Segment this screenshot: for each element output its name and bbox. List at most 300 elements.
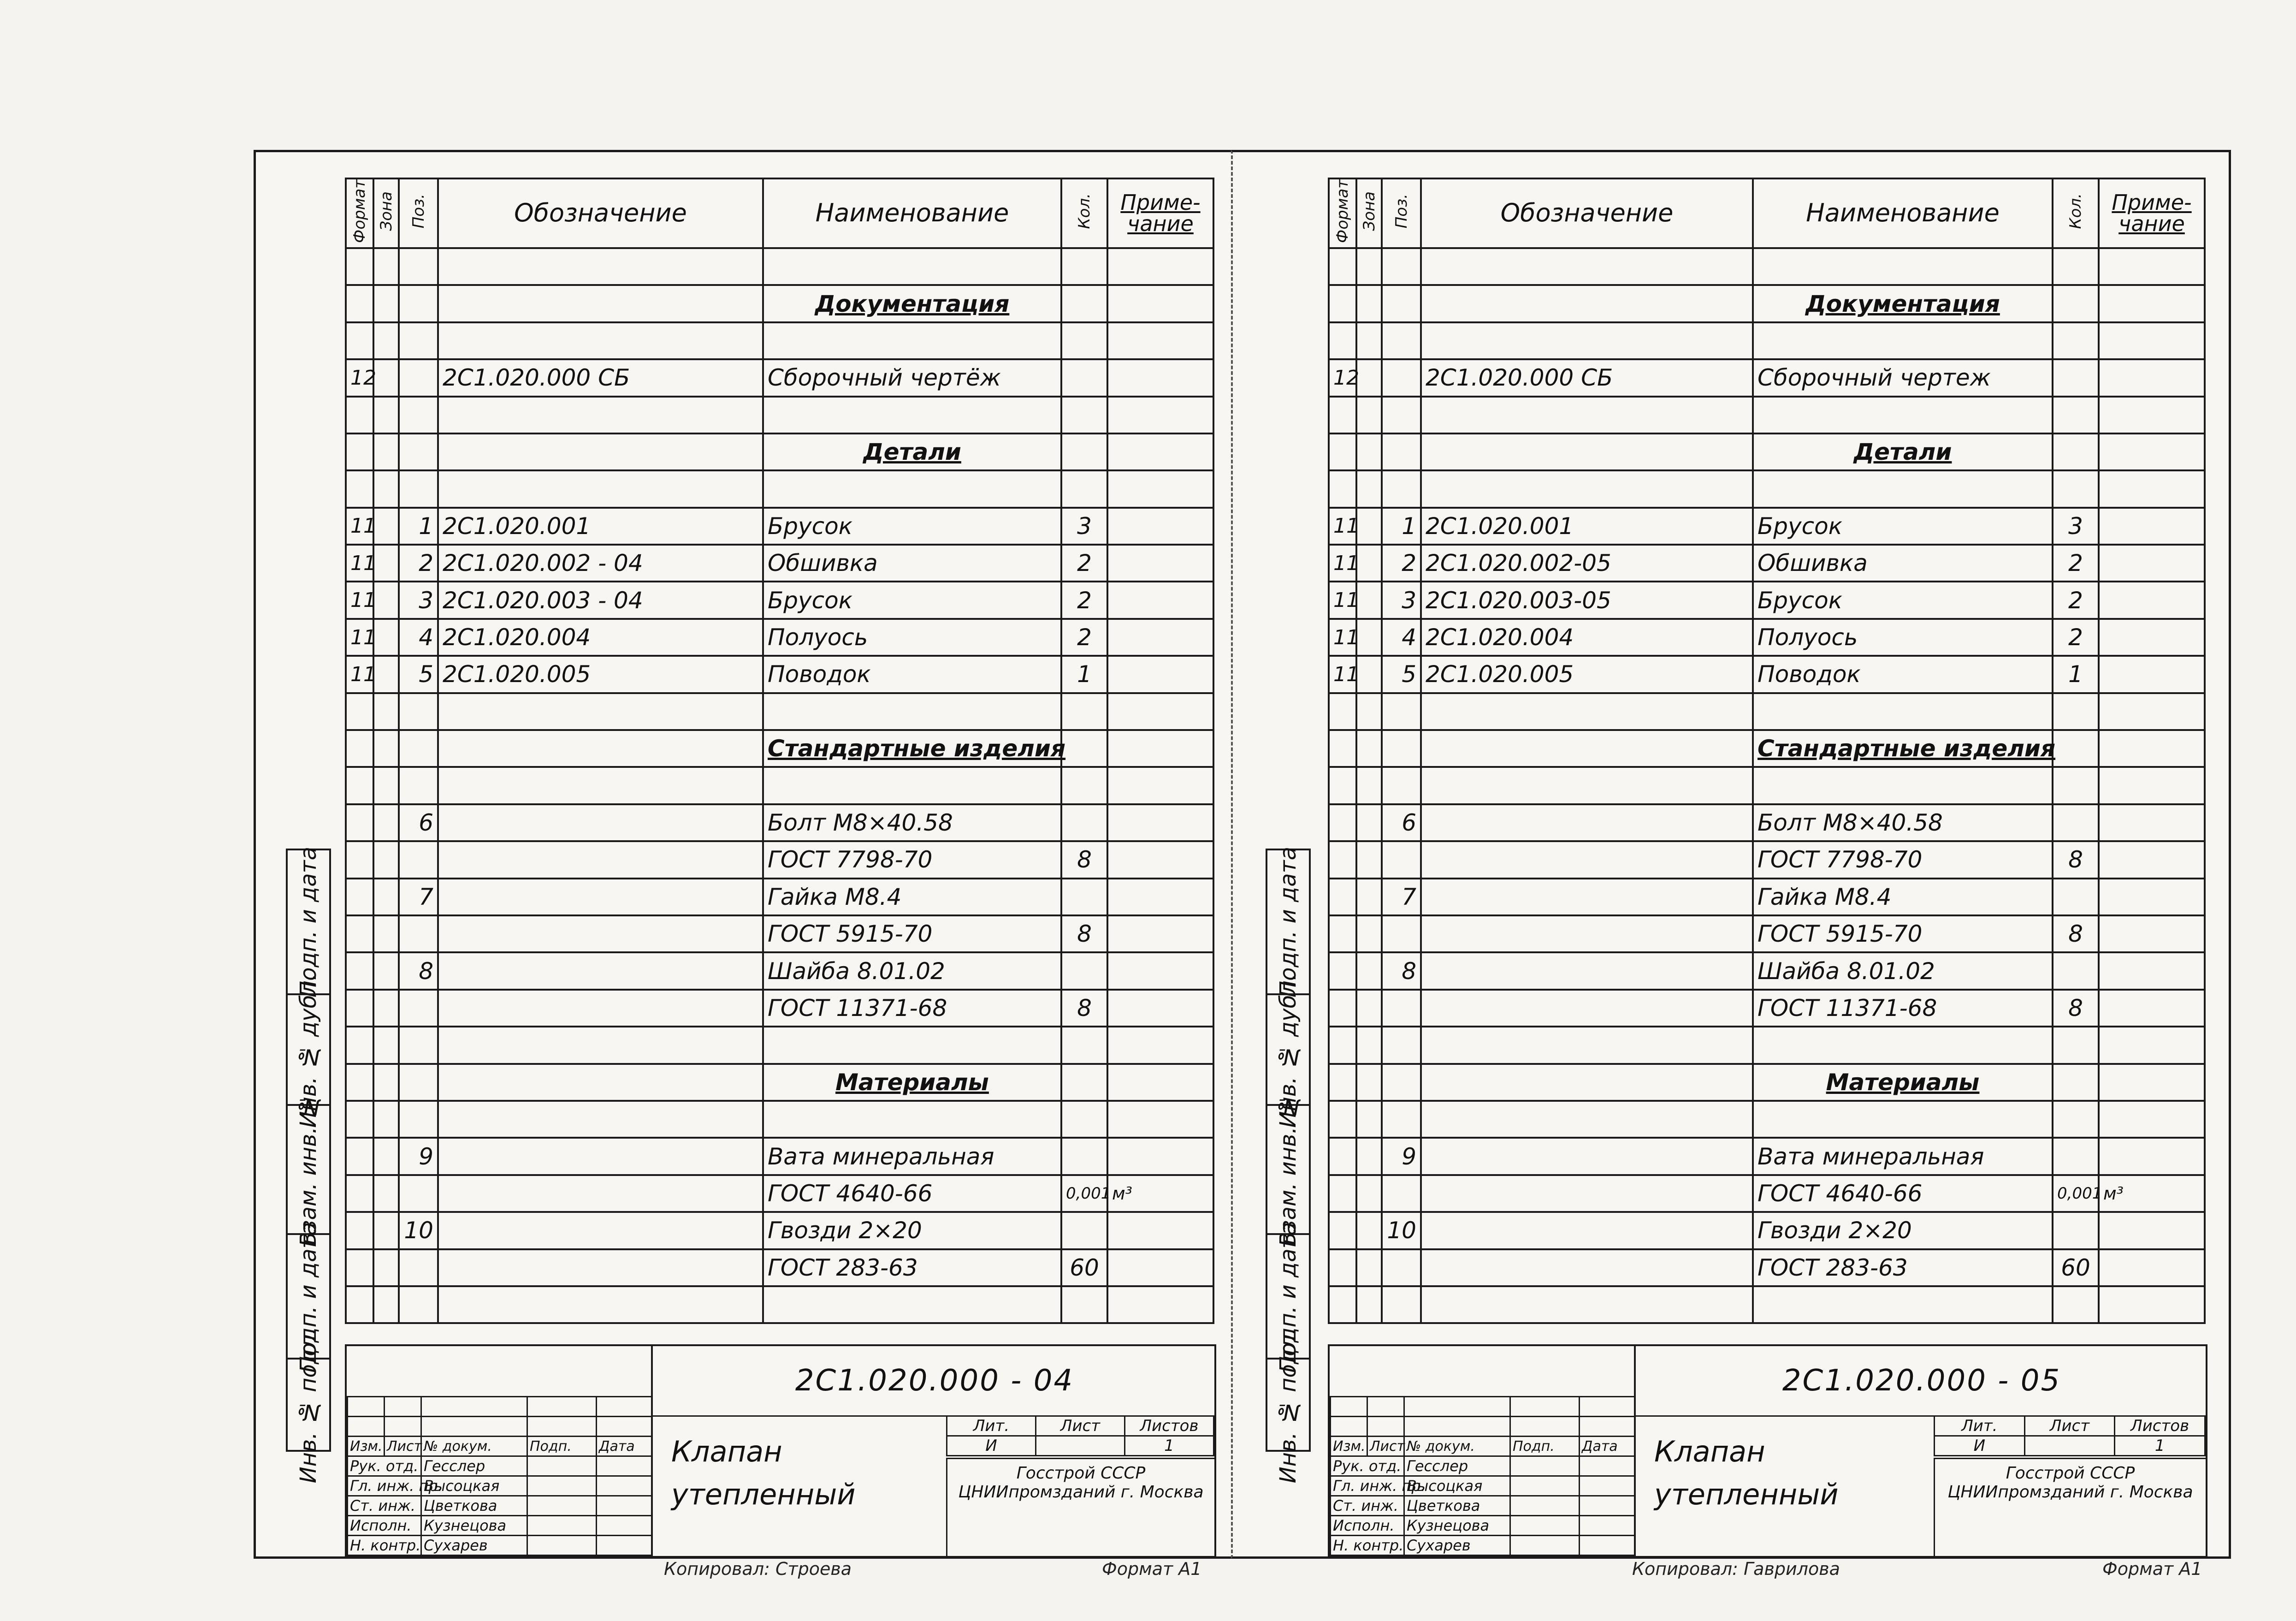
- name-cell: Болт М8×40.58: [763, 804, 1061, 841]
- signature-date: [597, 1456, 652, 1476]
- format-cell: 11: [346, 582, 373, 618]
- designation-cell: [1421, 285, 1753, 322]
- signature-mark: [1510, 1496, 1580, 1516]
- position-cell: 10: [1382, 1212, 1421, 1249]
- name-cell: [1753, 397, 2053, 433]
- section-heading: Детали: [1753, 433, 2053, 470]
- position-cell: [1382, 990, 1421, 1027]
- format-cell: [346, 322, 373, 359]
- signature-role: Н. контр.: [1331, 1536, 1404, 1556]
- col-qty: Кол.: [2053, 178, 2099, 248]
- quantity-cell: [1061, 470, 1107, 507]
- col-note: Приме- чание: [2099, 178, 2205, 248]
- note-cell: [1107, 285, 1213, 322]
- sig-hdr: Дата: [1580, 1437, 1635, 1456]
- format-cell: [346, 397, 373, 433]
- note-cell: [2099, 1286, 2205, 1323]
- designation-cell: [1421, 1027, 1753, 1063]
- spec-row: [1329, 1249, 2205, 1286]
- designation-cell: 2С1.020.004: [1421, 619, 1753, 656]
- format-cell: [1329, 470, 1356, 507]
- position-cell: 8: [399, 952, 438, 989]
- designation-cell: [1421, 1286, 1753, 1323]
- note-cell: [1107, 397, 1213, 433]
- zone-cell: [1356, 322, 1382, 359]
- name-cell: [1753, 767, 2053, 804]
- lit-val: 1: [2115, 1436, 2205, 1456]
- quantity-cell: [1061, 693, 1107, 730]
- quantity-cell: 2: [1061, 582, 1107, 618]
- name-cell: ГОСТ 7798-70: [763, 841, 1061, 878]
- zone-cell: [1356, 1064, 1382, 1101]
- zone-cell: [1356, 1286, 1382, 1323]
- designation-cell: [1421, 1101, 1753, 1138]
- position-cell: [1382, 433, 1421, 470]
- zone-cell: [373, 397, 399, 433]
- name-cell: [1753, 248, 2053, 285]
- lit-hdr: Листов: [2115, 1416, 2205, 1436]
- quantity-cell: [1061, 1064, 1107, 1101]
- name-cell: ГОСТ 7798-70: [1753, 841, 2053, 878]
- side-strip-right: [1266, 846, 1311, 1484]
- designation-cell: [1421, 470, 1753, 507]
- note-cell: [2099, 730, 2205, 767]
- position-cell: [399, 397, 438, 433]
- zone-cell: [1356, 470, 1382, 507]
- note-cell: [1107, 879, 1213, 915]
- note-cell: [1107, 619, 1213, 656]
- name-cell: Гвозди 2×20: [763, 1212, 1061, 1249]
- col-note: Приме- чание: [1107, 178, 1213, 248]
- position-cell: [399, 767, 438, 804]
- format-cell: 11: [1329, 582, 1356, 618]
- note-cell: [2099, 1138, 2205, 1175]
- position-cell: [399, 1249, 438, 1286]
- position-cell: [399, 248, 438, 285]
- format-cell: [346, 433, 373, 470]
- designation-cell: [438, 1138, 763, 1175]
- designation-cell: [438, 1286, 763, 1323]
- format-cell: [346, 767, 373, 804]
- zone-cell: [373, 1286, 399, 1323]
- product-name-line1: Клапан: [1654, 1435, 1765, 1468]
- spec-row: [346, 841, 1213, 878]
- name-cell: [763, 693, 1061, 730]
- format-cell: [346, 730, 373, 767]
- designation-cell: [438, 1101, 763, 1138]
- quantity-cell: [1061, 767, 1107, 804]
- format-cell: 11: [1329, 508, 1356, 545]
- designation-cell: 2С1.020.005: [1421, 656, 1753, 693]
- designation-cell: [1421, 1064, 1753, 1101]
- note-cell: [2099, 952, 2205, 989]
- signature-role: Ст. инж.: [348, 1496, 421, 1516]
- format-cell: [1329, 1138, 1356, 1175]
- quantity-cell: [2053, 322, 2099, 359]
- designation-cell: [1421, 693, 1753, 730]
- format-cell: [346, 1064, 373, 1101]
- designation-cell: [438, 915, 763, 952]
- position-cell: [399, 285, 438, 322]
- lit-val: [1036, 1436, 1125, 1456]
- spec-row: [346, 397, 1213, 433]
- position-cell: [1382, 248, 1421, 285]
- zone-cell: [373, 841, 399, 878]
- lit-val: И: [1935, 1436, 2025, 1456]
- section-heading: Стандартные изделия: [1753, 730, 2053, 767]
- designation-cell: [1421, 952, 1753, 989]
- position-cell: [399, 1101, 438, 1138]
- note-cell: [1107, 1027, 1213, 1063]
- col-pos: Поз.: [399, 178, 438, 248]
- format-cell: [1329, 1286, 1356, 1323]
- spec-table-right: [1328, 178, 2206, 1324]
- note-cell: [1107, 656, 1213, 693]
- quantity-cell: [1061, 359, 1107, 396]
- zone-cell: [1356, 841, 1382, 878]
- quantity-cell: [2053, 470, 2099, 507]
- zone-cell: [1356, 508, 1382, 545]
- organization: Госстрой СССР ЦНИИпромзданий г. Москва: [1934, 1458, 2206, 1556]
- section-heading: Стандартные изделия: [763, 730, 1061, 767]
- position-cell: [1382, 1286, 1421, 1323]
- format-cell: [346, 804, 373, 841]
- zone-cell: [1356, 693, 1382, 730]
- name-cell: Брусок: [1753, 508, 2053, 545]
- quantity-cell: [2053, 879, 2099, 915]
- position-cell: 1: [399, 508, 438, 545]
- signature-date: [1580, 1536, 1635, 1556]
- spec-row: [1329, 582, 2205, 618]
- zone-cell: [1356, 433, 1382, 470]
- side-cell: Взам. инв. №: [288, 1104, 329, 1235]
- quantity-cell: [1061, 248, 1107, 285]
- section-heading: Документация: [1753, 285, 2053, 322]
- name-cell: Шайба 8.01.02: [1753, 952, 2053, 989]
- spec-row: [1329, 804, 2205, 841]
- designation-cell: [438, 433, 763, 470]
- spec-row: [1329, 952, 2205, 989]
- position-cell: [399, 1286, 438, 1323]
- name-cell: Вата минеральная: [763, 1138, 1061, 1175]
- spec-row: [1329, 1138, 2205, 1175]
- position-cell: [399, 322, 438, 359]
- quantity-cell: 2: [2053, 545, 2099, 582]
- note-cell: [2099, 359, 2205, 396]
- signature-role: Рук. отд.: [348, 1456, 421, 1476]
- quantity-cell: [2053, 1286, 2099, 1323]
- spec-row: [346, 470, 1213, 507]
- format-cell: [1329, 285, 1356, 322]
- position-cell: [399, 990, 438, 1027]
- copied-by-right: Копировал: Гаврилова: [1632, 1559, 1840, 1579]
- note-cell: [2099, 285, 2205, 322]
- format-cell: [1329, 730, 1356, 767]
- signature-date: [597, 1536, 652, 1556]
- zone-cell: [373, 804, 399, 841]
- signature-row: [1331, 1476, 1635, 1496]
- name-cell: Полуось: [1753, 619, 2053, 656]
- sig-hdr: Подп.: [1510, 1437, 1580, 1456]
- signature-role: Исполн.: [1331, 1516, 1404, 1536]
- zone-cell: [1356, 545, 1382, 582]
- zone-cell: [373, 508, 399, 545]
- note-cell: [2099, 990, 2205, 1027]
- quantity-cell: [2053, 248, 2099, 285]
- signature-table: [1330, 1396, 1635, 1556]
- note-cell: [2099, 545, 2205, 582]
- zone-cell: [373, 545, 399, 582]
- quantity-cell: [1061, 1027, 1107, 1063]
- name-cell: Шайба 8.01.02: [763, 952, 1061, 989]
- name-cell: [763, 470, 1061, 507]
- section-heading: Детали: [763, 433, 1061, 470]
- note-cell: [1107, 359, 1213, 396]
- signature-name: Цветкова: [421, 1496, 527, 1516]
- spec-row: [1329, 1212, 2205, 1249]
- spec-row: [346, 730, 1213, 767]
- designation-cell: [1421, 990, 1753, 1027]
- position-cell: 8: [1382, 952, 1421, 989]
- zone-cell: [373, 879, 399, 915]
- zone-cell: [1356, 359, 1382, 396]
- designation-cell: 2С1.020.003-05: [1421, 582, 1753, 618]
- note-cell: [1107, 693, 1213, 730]
- spec-row: [346, 952, 1213, 989]
- designation-cell: [1421, 767, 1753, 804]
- signature-role: Ст. инж.: [1331, 1496, 1404, 1516]
- signature-role: Гл. инж. пр.: [348, 1476, 421, 1496]
- lit-val: 1: [1125, 1436, 1214, 1456]
- zone-cell: [373, 285, 399, 322]
- zone-cell: [373, 767, 399, 804]
- spec-row: [1329, 1027, 2205, 1063]
- quantity-cell: [2053, 1101, 2099, 1138]
- note-cell: [1107, 433, 1213, 470]
- zone-cell: [373, 1064, 399, 1101]
- lit-hdr: Лит.: [1935, 1416, 2025, 1436]
- position-cell: [1382, 397, 1421, 433]
- spec-row: [1329, 841, 2205, 878]
- format-cell: [1329, 1101, 1356, 1138]
- quantity-cell: [2053, 1027, 2099, 1063]
- zone-cell: [373, 248, 399, 285]
- quantity-cell: 2: [1061, 619, 1107, 656]
- quantity-cell: 8: [1061, 990, 1107, 1027]
- signature-row: [1331, 1496, 1635, 1516]
- position-cell: [1382, 1027, 1421, 1063]
- position-cell: [1382, 322, 1421, 359]
- quantity-cell: 1: [1061, 656, 1107, 693]
- name-cell: Гвозди 2×20: [1753, 1212, 2053, 1249]
- zone-cell: [373, 952, 399, 989]
- designation-cell: [1421, 1212, 1753, 1249]
- quantity-cell: 3: [1061, 508, 1107, 545]
- name-cell: [763, 248, 1061, 285]
- signature-date: [1580, 1496, 1635, 1516]
- side-cell: Инв. № дубл.: [1267, 993, 1309, 1106]
- signature-row: [348, 1496, 652, 1516]
- zone-cell: [373, 1101, 399, 1138]
- quantity-cell: 8: [2053, 990, 2099, 1027]
- designation-cell: [438, 248, 763, 285]
- position-cell: 1: [1382, 508, 1421, 545]
- spec-row: [346, 285, 1213, 322]
- designation-cell: [438, 1027, 763, 1063]
- spec-row: [346, 656, 1213, 693]
- zone-cell: [373, 1175, 399, 1212]
- spec-row: [1329, 470, 2205, 507]
- signature-row: [348, 1536, 652, 1556]
- note-cell: [2099, 841, 2205, 878]
- designation-cell: [1421, 397, 1753, 433]
- designation-cell: [438, 1249, 763, 1286]
- note-cell: [1107, 1249, 1213, 1286]
- side-cell: Инв. № подл.: [1267, 1358, 1309, 1452]
- signature-mark: [1510, 1476, 1580, 1496]
- format-cell: [346, 879, 373, 915]
- zone-cell: [373, 619, 399, 656]
- format-cell: [1329, 804, 1356, 841]
- quantity-cell: 8: [2053, 841, 2099, 878]
- position-cell: 5: [399, 656, 438, 693]
- zone-cell: [1356, 285, 1382, 322]
- position-cell: [399, 359, 438, 396]
- format-cell: [346, 1212, 373, 1249]
- zone-cell: [1356, 1027, 1382, 1063]
- signature-date: [597, 1516, 652, 1536]
- format-cell: [346, 285, 373, 322]
- designation-cell: [438, 693, 763, 730]
- note-cell: [1107, 1101, 1213, 1138]
- spec-row: [1329, 693, 2205, 730]
- format-cell: 12: [346, 359, 373, 396]
- format-cell: [346, 952, 373, 989]
- letter-sheet-table: [1934, 1415, 2206, 1456]
- quantity-cell: [1061, 433, 1107, 470]
- note-cell: [1107, 1064, 1213, 1101]
- quantity-cell: 8: [2053, 915, 2099, 952]
- position-cell: [399, 470, 438, 507]
- zone-cell: [373, 582, 399, 618]
- position-cell: [1382, 915, 1421, 952]
- side-cell: Инв. № подл.: [288, 1358, 329, 1452]
- section-heading: Материалы: [763, 1064, 1061, 1101]
- col-format: Формат: [1329, 178, 1356, 248]
- format-cell: [346, 1286, 373, 1323]
- designation-cell: [1421, 1138, 1753, 1175]
- designation-cell: 2С1.020.002-05: [1421, 545, 1753, 582]
- designation-cell: [438, 767, 763, 804]
- sig-hdr: Лист: [1367, 1437, 1404, 1456]
- note-cell: [2099, 1064, 2205, 1101]
- note-cell: [1107, 322, 1213, 359]
- zone-cell: [373, 359, 399, 396]
- note-cell: [2099, 1249, 2205, 1286]
- note-cell: [1107, 470, 1213, 507]
- quantity-cell: [2053, 804, 2099, 841]
- designation-cell: [1421, 248, 1753, 285]
- position-cell: [1382, 1249, 1421, 1286]
- spec-row: [346, 1249, 1213, 1286]
- format-cell: 11: [1329, 545, 1356, 582]
- zone-cell: [373, 1027, 399, 1063]
- quantity-cell: [1061, 285, 1107, 322]
- name-cell: ГОСТ 4640-66: [763, 1175, 1061, 1212]
- name-cell: Поводок: [763, 656, 1061, 693]
- spec-row: [1329, 730, 2205, 767]
- note-cell: [1107, 248, 1213, 285]
- drawing-designation: 2С1.020.000 - 04: [651, 1346, 1216, 1417]
- name-cell: [1753, 1286, 2053, 1323]
- position-cell: 7: [1382, 879, 1421, 915]
- position-cell: 4: [1382, 619, 1421, 656]
- signature-mark: [527, 1536, 597, 1556]
- note-cell: [2099, 879, 2205, 915]
- quantity-cell: [1061, 730, 1107, 767]
- zone-cell: [1356, 397, 1382, 433]
- zone-cell: [373, 1212, 399, 1249]
- format-cell: 11: [346, 508, 373, 545]
- format-cell: [346, 248, 373, 285]
- zone-cell: [1356, 1101, 1382, 1138]
- zone-cell: [1356, 915, 1382, 952]
- name-cell: ГОСТ 11371-68: [1753, 990, 2053, 1027]
- position-cell: [1382, 470, 1421, 507]
- zone-cell: [373, 1249, 399, 1286]
- designation-cell: [438, 322, 763, 359]
- name-cell: Полуось: [763, 619, 1061, 656]
- signature-row: [1331, 1536, 1635, 1556]
- note-cell: [1107, 508, 1213, 545]
- spec-row: [1329, 248, 2205, 285]
- section-heading: Документация: [763, 285, 1061, 322]
- note-cell: [2099, 767, 2205, 804]
- format-cell: [346, 1138, 373, 1175]
- position-cell: [1382, 285, 1421, 322]
- position-cell: [1382, 1175, 1421, 1212]
- format-cell: [1329, 1212, 1356, 1249]
- note-cell: [2099, 582, 2205, 618]
- lit-hdr: Лист: [2024, 1416, 2115, 1436]
- quantity-cell: [2053, 693, 2099, 730]
- sig-hdr: Изм.: [348, 1437, 385, 1456]
- format-cell: [1329, 1027, 1356, 1063]
- title-block-right: [1328, 1344, 2207, 1558]
- format-cell: [346, 693, 373, 730]
- note-cell: [1107, 767, 1213, 804]
- position-cell: [399, 693, 438, 730]
- spec-row: [1329, 397, 2205, 433]
- zone-cell: [373, 322, 399, 359]
- note-cell: [1107, 1212, 1213, 1249]
- designation-cell: [438, 285, 763, 322]
- format-cell: [1329, 322, 1356, 359]
- position-cell: [399, 841, 438, 878]
- name-cell: [1753, 1101, 2053, 1138]
- designation-cell: [438, 990, 763, 1027]
- name-cell: ГОСТ 283-63: [763, 1249, 1061, 1286]
- name-cell: Брусок: [763, 582, 1061, 618]
- name-cell: Обшивка: [1753, 545, 2053, 582]
- signature-role: Гл. инж. пр.: [1331, 1476, 1404, 1496]
- quantity-cell: [2053, 730, 2099, 767]
- col-pos: Поз.: [1382, 178, 1421, 248]
- name-cell: [1753, 1027, 2053, 1063]
- position-cell: [399, 1027, 438, 1063]
- name-cell: Сборочный чертеж: [1753, 359, 2053, 396]
- quantity-cell: [1061, 804, 1107, 841]
